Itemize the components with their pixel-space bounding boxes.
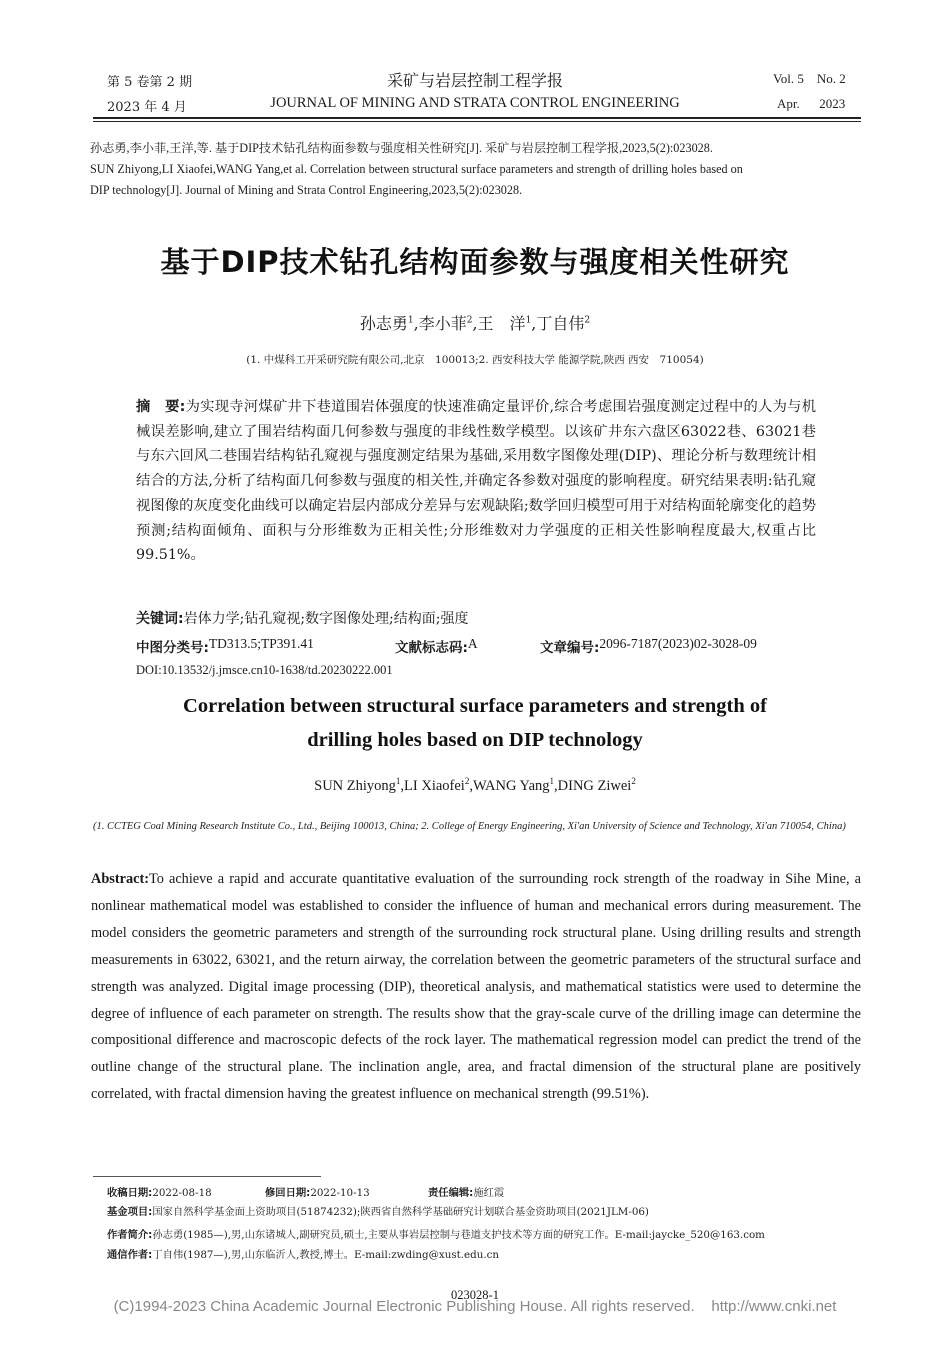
author-cn: 丁自伟$^2$ bbox=[536, 314, 591, 333]
paper-title-en-line2: drilling holes based on DIP technology bbox=[307, 729, 643, 751]
keywords-cn-text: 岩体力学;钻孔窥视;数字图像处理;结构面;强度 bbox=[183, 611, 469, 627]
footnote-corresponding: 通信作者:丁自伟(1987—),男,山东临沂人,教授,博士。E-mail:zwding@xust.edu.cn bbox=[107, 1249, 500, 1261]
author-en: LI Xiaofei$^2$, bbox=[404, 776, 473, 794]
document-code: 文献标志码: A bbox=[395, 636, 478, 656]
citation-block bbox=[90, 138, 870, 201]
paper-title-en bbox=[0, 689, 950, 757]
author-en: DING Ziwei$^2$ bbox=[557, 776, 636, 794]
keywords-cn bbox=[136, 608, 468, 628]
affiliation-en: (1. CCTEG Coal Mining Research Institute Co., Ltd., Beijing 100013, China; 2. College of Energy Engineering, Xi'an University of Science and Technology, Xi'an 710054, China) bbox=[93, 821, 846, 832]
citation-en-line2: DIP technology[J]. Journal of Mining and Strata Control Engineering,2023,5(2):023028. bbox=[90, 183, 523, 197]
article-number: 文章编号: 2096-7187(2023)02-3028-09 bbox=[540, 636, 757, 656]
author-cn: 李小菲$^2$, bbox=[418, 314, 478, 333]
abstract-cn bbox=[136, 395, 816, 568]
footnote-rule bbox=[93, 1176, 321, 1177]
author-cn: 王 洋$^1$, bbox=[477, 314, 537, 333]
doi: DOI:10.13532/j.jmsce.cn10-1638/td.20230222.001 bbox=[136, 663, 393, 677]
journal-name-en: JOURNAL OF MINING AND STRATA CONTROL ENGINEERING bbox=[270, 95, 680, 111]
author-list-en bbox=[0, 776, 950, 795]
clc-number: 中图分类号: TD313.5;TP391.41 bbox=[136, 636, 314, 656]
received-date: 收稿日期:2022-08-18 bbox=[107, 1187, 212, 1199]
author-cn: 孙志勇$^1$, bbox=[359, 314, 419, 333]
abstract-cn-text: 为实现寺河煤矿井下巷道围岩体强度的快速准确定量评价,综合考虑围岩强度测定过程中的人为与机械误差影响,建立了围岩结构面几何参数与强度的非线性数学模型。以该矿井东六盘区63022巷、63021巷与东六回风二巷围岩结构钻孔窥视与强度测定结果为基础,采用数字图像处理(DIP)、理论分析与数理统计相结合的方法,分析了结构面几何参数与强度的相关性,并确定各参数对强度的影响程度。研究结果表明:钻孔窥视图像的灰度变化曲线可以确定岩层内部成分差异与宏观缺陷;数学回归模型可用于对结构面轮廓变化的趋势预测;结构面倾角、面积与分形维数为正相关性;分形维数对力学强度的正相关性影响程度最大,权重占比99.51%。 bbox=[136, 399, 817, 564]
footnote-author-bio: 作者简介:孙志勇(1985—),男,山东诸城人,副研究员,硕士,主要从事岩层控制与巷道支护技术等方面的研究工作。E-mail:jaycke_520@163.com bbox=[107, 1229, 765, 1241]
abstract-en-text: To achieve a rapid and accurate quantitative evaluation of the surrounding rock strength of the roadway in Sihe Mine, a nonlinear mathematical model was established to consider the influence of human and mechanical errors during measurement. The model considers the geometric parameters and strength of the surrounding rock structural plane. Using drilling results and strength measurements in 63022, 63021, and the return airway, the correlation between the geometric parameters of the structural surface and strength was analyzed. Digital image processing (DIP), theoretical analysis, and mathematical statistics were used to determine the degree of influence of each parameter on strength. The results show that the gray-scale curve of the drilling image can determine the compositional difference and macroscopic defects of the rock layer. The mathematical regression model can predict the trend of the outline change of the structural plane. The inclination angle, area, and fractal dimension of the structural plane are positively correlated, with fractal dimension having the greatest influence on mechanical strength (99.51%). bbox=[91, 871, 861, 1103]
keywords-cn-label: 关键词: bbox=[136, 611, 184, 627]
citation-en-line1: SUN Zhiyong,LI Xiaofei,WANG Yang,et al. Correlation between structural surface parameters and strength of drilling holes based on bbox=[90, 162, 743, 176]
citation-cn: 孙志勇,李小菲,王洋,等. 基于DIP技术钻孔结构面参数与强度相关性研究[J]. 采矿与岩层控制工程学报,2023,5(2):023028. bbox=[90, 141, 713, 155]
issue-date: 2023 年 4 月 bbox=[107, 100, 187, 115]
abstract-cn-label: 摘 要: bbox=[136, 399, 186, 415]
footnote-dates bbox=[107, 1186, 867, 1200]
footnote-fund: 基金项目:国家自然科学基金面上资助项目(51874232);陕西省自然科学基础研究计划联合基金资助项目(2021JLM-06) bbox=[107, 1206, 649, 1218]
header-rule bbox=[93, 117, 861, 119]
abstract-en bbox=[91, 866, 861, 1108]
paper-title-en-line1: Correlation between structural surface parameters and strength of bbox=[183, 695, 767, 717]
paper-title-cn: 基于DIP技术钻孔结构面参数与强度相关性研究 bbox=[160, 245, 790, 279]
volume-number: Vol. 5 No. 2 bbox=[773, 71, 846, 86]
responsible-editor: 责任编辑:施红霞 bbox=[428, 1187, 505, 1199]
issue-date-en: Apr. 2023 bbox=[777, 96, 846, 111]
page-number: 023028-1 bbox=[451, 1288, 499, 1302]
issue-number: 第 5 卷第 2 期 bbox=[107, 75, 193, 90]
header-rule-thin bbox=[93, 121, 861, 122]
author-en: SUN Zhiyong$^1$, bbox=[314, 776, 405, 794]
author-en: WANG Yang$^1$, bbox=[472, 776, 558, 794]
affiliation-cn: (1. 中煤科工开采研究院有限公司,北京 100013;2. 西安科技大学 能源学院,陕西 西安 710054) bbox=[246, 354, 704, 366]
copyright-watermark: (C)1994-2023 China Academic Journal Electronic Publishing House. All rights reserved. http://www.cnki.net bbox=[113, 1298, 837, 1315]
abstract-en-label: Abstract: bbox=[91, 871, 149, 887]
author-list-cn bbox=[0, 311, 950, 334]
journal-name-cn: 采矿与岩层控制工程学报 bbox=[386, 71, 563, 90]
revised-date: 修回日期:2022-10-13 bbox=[265, 1187, 370, 1199]
